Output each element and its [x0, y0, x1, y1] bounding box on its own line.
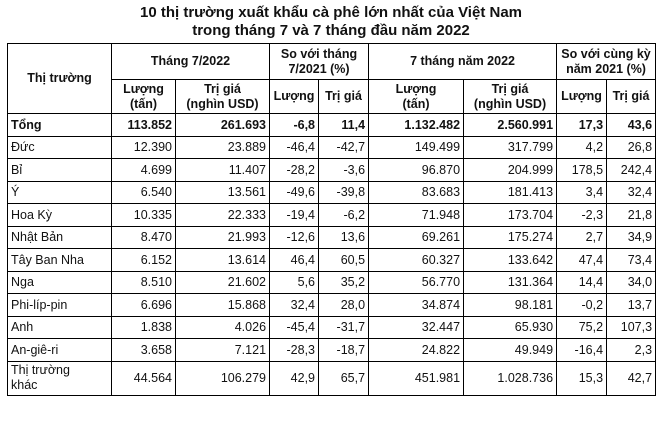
- cell-month-value-pct: 65,7: [319, 361, 369, 395]
- cell-ytd-value-pct: 13,7: [607, 294, 656, 317]
- table-title: [0, 4, 662, 40]
- cell-ytd-value: 131.364: [464, 271, 557, 294]
- cell-month-volume: 6.152: [112, 249, 176, 272]
- cell-market: Bỉ: [8, 159, 112, 182]
- cell-month-volume-pct: -6,8: [270, 114, 319, 137]
- cell-month-value: 21.602: [176, 271, 270, 294]
- cell-ytd-volume-pct: -2,3: [557, 204, 607, 227]
- cell-ytd-value: 204.999: [464, 159, 557, 182]
- cell-month-value-pct: -31,7: [319, 316, 369, 339]
- title-line-2: trong tháng 7 và 7 tháng đầu năm 2022: [192, 22, 470, 39]
- table-row: [8, 294, 656, 317]
- header-market: Thị trường: [8, 44, 112, 114]
- cell-ytd-volume-pct: 17,3: [557, 114, 607, 137]
- cell-market-line1: Thị trường: [11, 363, 70, 377]
- cell-ytd-value-pct: 242,4: [607, 159, 656, 182]
- cell-ytd-volume-pct: 3,4: [557, 181, 607, 204]
- cell-month-volume-pct: -45,4: [270, 316, 319, 339]
- cell-month-volume-pct: 5,6: [270, 271, 319, 294]
- header-month-7-2022: Tháng 7/2022: [112, 44, 270, 80]
- cell-month-volume: 8.470: [112, 226, 176, 249]
- cell-ytd-volume: 60.327: [369, 249, 464, 272]
- header-ytd-volume-pct: Lượng: [557, 80, 607, 114]
- cell-ytd-value-pct: 2,3: [607, 339, 656, 362]
- table-row: [8, 271, 656, 294]
- header-vs-month-line1: So với tháng: [280, 46, 358, 61]
- cell-month-volume: 3.658: [112, 339, 176, 362]
- cell-month-volume: 44.564: [112, 361, 176, 395]
- cell-ytd-volume: 1.132.482: [369, 114, 464, 137]
- cell-ytd-value: 65.930: [464, 316, 557, 339]
- header-volume-label: Lượng: [395, 81, 437, 96]
- cell-market: An-giê-ri: [8, 339, 112, 362]
- cell-ytd-value-pct: 34,0: [607, 271, 656, 294]
- cell-ytd-value: 98.181: [464, 294, 557, 317]
- header-vs-same-period-2021: [557, 44, 656, 80]
- cell-ytd-volume-pct: 2,7: [557, 226, 607, 249]
- cell-month-value-pct: 35,2: [319, 271, 369, 294]
- header-month-value: [176, 80, 270, 114]
- cell-market: Tây Ban Nha: [8, 249, 112, 272]
- cell-ytd-volume: 96.870: [369, 159, 464, 182]
- cell-ytd-value: 317.799: [464, 136, 557, 159]
- cell-month-volume-pct: -12,6: [270, 226, 319, 249]
- cell-ytd-value-pct: 43,6: [607, 114, 656, 137]
- header-vs-period-line2: năm 2021 (%): [566, 61, 646, 76]
- cell-month-volume: 6.696: [112, 294, 176, 317]
- cell-month-volume-pct: 32,4: [270, 294, 319, 317]
- cell-month-value: 15.868: [176, 294, 270, 317]
- cell-ytd-volume-pct: 14,4: [557, 271, 607, 294]
- cell-ytd-value: 175.274: [464, 226, 557, 249]
- cell-market: Phi-líp-pin: [8, 294, 112, 317]
- cell-ytd-volume-pct: 47,4: [557, 249, 607, 272]
- cell-market: Đức: [8, 136, 112, 159]
- cell-ytd-volume-pct: 15,3: [557, 361, 607, 395]
- cell-ytd-volume: 83.683: [369, 181, 464, 204]
- cell-ytd-volume-pct: 178,5: [557, 159, 607, 182]
- header-volume-unit: (tấn): [129, 96, 158, 111]
- cell-ytd-value-pct: 42,7: [607, 361, 656, 395]
- header-ytd-volume: [369, 80, 464, 114]
- header-value-label: Trị giá: [491, 81, 529, 96]
- cell-month-value: 22.333: [176, 204, 270, 227]
- cell-month-volume: 6.540: [112, 181, 176, 204]
- cell-month-value: 13.614: [176, 249, 270, 272]
- cell-market: Ý: [8, 181, 112, 204]
- cell-month-value-pct: 13,6: [319, 226, 369, 249]
- cell-month-volume-pct: 42,9: [270, 361, 319, 395]
- cell-month-value-pct: -39,8: [319, 181, 369, 204]
- table-row: [8, 204, 656, 227]
- table-row-total: [8, 114, 656, 137]
- cell-month-value: 23.889: [176, 136, 270, 159]
- table-row: [8, 339, 656, 362]
- title-line-1: 10 thị trường xuất khẩu cà phê lớn nhất của Việt Nam: [140, 4, 522, 21]
- cell-month-volume: 10.335: [112, 204, 176, 227]
- cell-ytd-value: 49.949: [464, 339, 557, 362]
- cell-market: Nhật Bản: [8, 226, 112, 249]
- cell-market: Tổng: [8, 114, 112, 137]
- cell-ytd-volume: 32.447: [369, 316, 464, 339]
- cell-month-volume-pct: 46,4: [270, 249, 319, 272]
- header-ytd-value: [464, 80, 557, 114]
- cell-month-value-pct: -18,7: [319, 339, 369, 362]
- header-vs-period-line1: So với cùng kỳ: [561, 46, 651, 61]
- cell-month-value: 11.407: [176, 159, 270, 182]
- cell-ytd-volume: 149.499: [369, 136, 464, 159]
- table-row: [8, 181, 656, 204]
- cell-month-value: 21.993: [176, 226, 270, 249]
- cell-ytd-value-pct: 21,8: [607, 204, 656, 227]
- cell-month-value: 106.279: [176, 361, 270, 395]
- cell-month-volume-pct: -28,3: [270, 339, 319, 362]
- cell-ytd-value-pct: 26,8: [607, 136, 656, 159]
- cell-month-value-pct: 11,4: [319, 114, 369, 137]
- cell-month-volume: 1.838: [112, 316, 176, 339]
- header-value-unit: (nghìn USD): [473, 96, 547, 111]
- cell-ytd-volume-pct: 75,2: [557, 316, 607, 339]
- cell-ytd-volume-pct: 4,2: [557, 136, 607, 159]
- header-vs-month-7-2021: [270, 44, 369, 80]
- cell-month-value-pct: 60,5: [319, 249, 369, 272]
- header-month-volume: [112, 80, 176, 114]
- cell-ytd-value: 133.642: [464, 249, 557, 272]
- cell-ytd-value: 173.704: [464, 204, 557, 227]
- header-value-label: Trị giá: [204, 81, 241, 96]
- cell-month-value: 4.026: [176, 316, 270, 339]
- cell-ytd-value-pct: 32,4: [607, 181, 656, 204]
- table-row: [8, 316, 656, 339]
- cell-market: Hoa Kỳ: [8, 204, 112, 227]
- cell-ytd-value: 2.560.991: [464, 114, 557, 137]
- cell-market: Nga: [8, 271, 112, 294]
- cell-ytd-volume: 34.874: [369, 294, 464, 317]
- cell-ytd-value: 1.028.736: [464, 361, 557, 395]
- cell-month-volume-pct: -46,4: [270, 136, 319, 159]
- cell-ytd-value-pct: 107,3: [607, 316, 656, 339]
- cell-ytd-value-pct: 34,9: [607, 226, 656, 249]
- cell-month-volume: 113.852: [112, 114, 176, 137]
- table-row: [8, 159, 656, 182]
- cell-month-value: 13.561: [176, 181, 270, 204]
- header-vs-month-line2: 7/2021 (%): [288, 61, 350, 76]
- header-month-value-pct: Trị giá: [319, 80, 369, 114]
- table-row: [8, 249, 656, 272]
- cell-ytd-volume: 24.822: [369, 339, 464, 362]
- cell-month-value-pct: 28,0: [319, 294, 369, 317]
- cell-market-line2: khác: [11, 378, 38, 392]
- cell-market: [8, 361, 112, 395]
- cell-market: Anh: [8, 316, 112, 339]
- header-volume-unit: (tấn): [402, 96, 430, 111]
- header-ytd-value-pct: Trị giá: [607, 80, 656, 114]
- table-row-other: [8, 361, 656, 395]
- cell-ytd-value-pct: 73,4: [607, 249, 656, 272]
- cell-month-value-pct: -6,2: [319, 204, 369, 227]
- cell-ytd-volume: 69.261: [369, 226, 464, 249]
- coffee-export-table: [7, 43, 656, 396]
- cell-ytd-volume: 71.948: [369, 204, 464, 227]
- cell-month-volume: 12.390: [112, 136, 176, 159]
- cell-month-value-pct: -3,6: [319, 159, 369, 182]
- cell-month-volume: 8.510: [112, 271, 176, 294]
- header-volume-label: Lượng: [123, 81, 164, 96]
- cell-month-volume-pct: -49,6: [270, 181, 319, 204]
- cell-month-value: 7.121: [176, 339, 270, 362]
- cell-ytd-volume: 451.981: [369, 361, 464, 395]
- cell-month-volume-pct: -28,2: [270, 159, 319, 182]
- header-7-months-2022: 7 tháng năm 2022: [369, 44, 557, 80]
- header-value-unit: (nghìn USD): [186, 96, 259, 111]
- table-row: [8, 226, 656, 249]
- cell-ytd-volume-pct: -16,4: [557, 339, 607, 362]
- cell-ytd-value: 181.413: [464, 181, 557, 204]
- cell-ytd-volume-pct: -0,2: [557, 294, 607, 317]
- table-row: [8, 136, 656, 159]
- cell-month-value: 261.693: [176, 114, 270, 137]
- cell-month-value-pct: -42,7: [319, 136, 369, 159]
- cell-month-volume-pct: -19,4: [270, 204, 319, 227]
- cell-month-volume: 4.699: [112, 159, 176, 182]
- header-month-volume-pct: Lượng: [270, 80, 319, 114]
- cell-ytd-volume: 56.770: [369, 271, 464, 294]
